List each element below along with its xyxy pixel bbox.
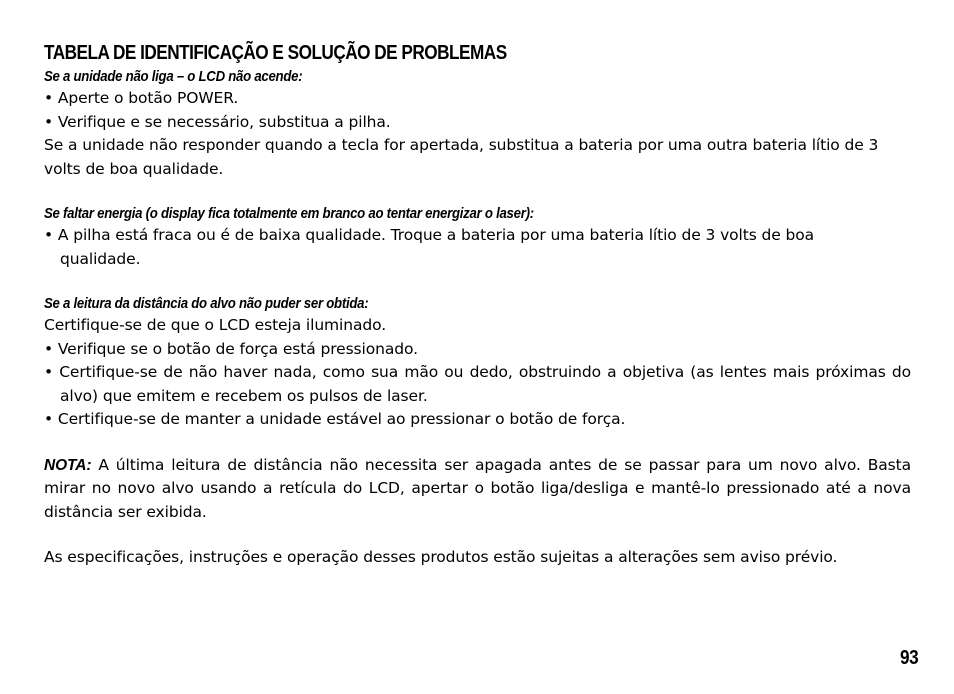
paragraph: Se a unidade não responder quando a tecla for apertada, substitua a bateria por uma outra bateria lítio de 3 volts de boa qualidade. <box>44 136 879 178</box>
list-item: • Verifique e se necessário, substitua a pilha. <box>44 112 391 131</box>
nota-label: NOTA: <box>44 456 92 474</box>
nota-text: A última leitura de distância não necessita ser apagada antes de se passar para um novo alvo. Basta mirar no novo alvo usando a retícula do LCD, apertar o botão liga/desliga e mantê-lo pressionado até a nova distância ser exibida. <box>44 455 911 521</box>
section-subtitle: Se a leitura da distância do alvo não puder ser obtida: <box>44 295 369 312</box>
spacer <box>44 432 911 454</box>
page-title: TABELA DE IDENTIFICAÇÃO E SOLUÇÃO DE PROBLEMAS <box>44 42 507 64</box>
list-item: • Certifique-se de não haver nada, como sua mão ou dedo, obstruindo a objetiva (as lentes mais próximas do alvo) que emitem e recebem os pulsos de laser. <box>44 363 911 405</box>
section-subtitle: Se faltar energia (o display fica totalmente em branco ao tentar energizar o laser): <box>44 205 534 222</box>
list-item: • Certifique-se de manter a unidade estável ao pressionar o botão de força. <box>44 410 626 428</box>
list-item: • A pilha está fraca ou é de baixa qualidade. Troque a bateria por uma bateria lítio de 3 volts de boa qualidade. <box>44 226 815 268</box>
spacer <box>44 524 911 546</box>
section-low-energy <box>44 203 911 271</box>
document-page <box>44 40 911 570</box>
nota-paragraph <box>44 454 911 525</box>
spacer <box>44 181 911 203</box>
list-item: • Verifique se o botão de força está pressionado. <box>44 339 418 358</box>
section-no-power <box>44 66 911 181</box>
section-no-reading <box>44 293 911 432</box>
list-item: • Aperte o botão POWER. <box>44 89 239 107</box>
page-number: 93 <box>899 647 918 669</box>
paragraph: Certifique-se de que o LCD esteja iluminado. <box>44 316 387 334</box>
spacer <box>44 271 911 293</box>
disclaimer: As especificações, instruções e operação desses produtos estão sujeitas a alterações sem aviso prévio. <box>44 548 838 566</box>
section-subtitle: Se a unidade não liga – o LCD não acende: <box>44 68 303 85</box>
